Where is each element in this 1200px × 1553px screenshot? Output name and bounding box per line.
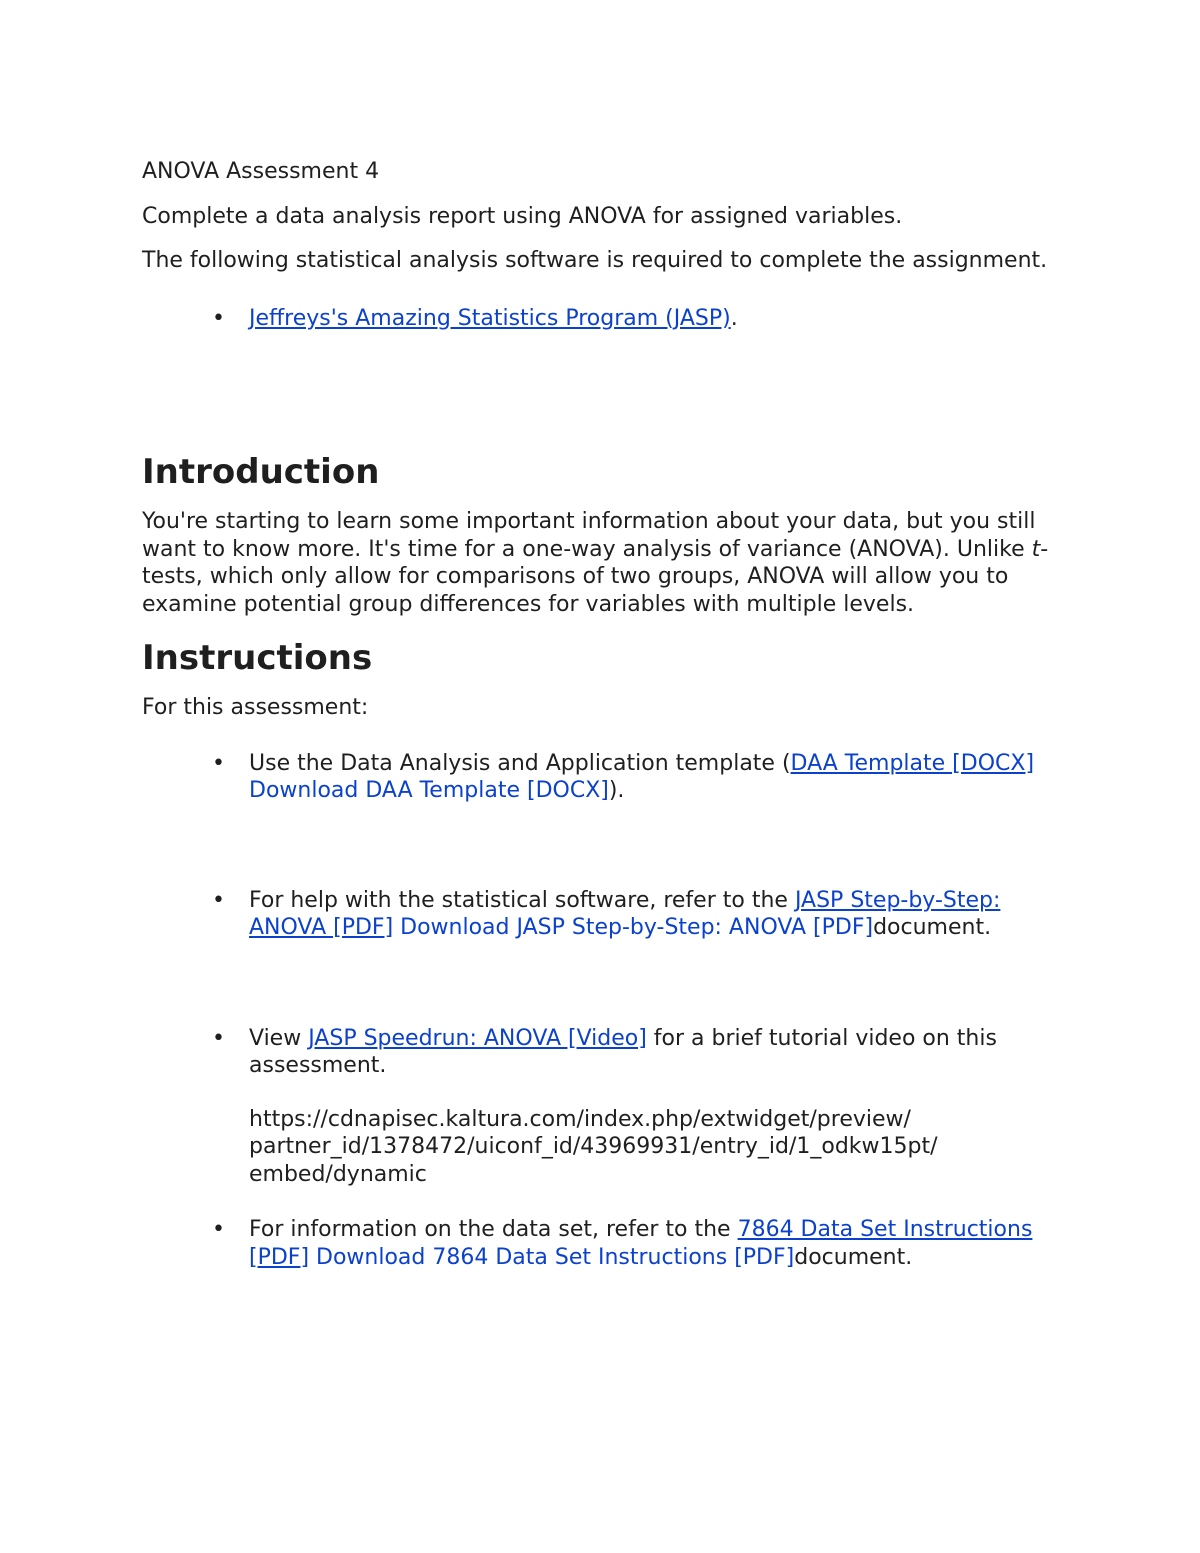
item-text: For information on the data set, refer to the — [249, 1217, 738, 1242]
data-set-instructions-link[interactable]: 7864 Data Set Instructions [PDF] — [249, 1217, 1033, 1270]
list-item — [142, 750, 1072, 805]
video-url-line: partner_id/1378472/uiconf_id/43969931/entry_id/1_odkw15pt/ — [249, 1134, 938, 1159]
data-set-instructions-download-link[interactable]: Download 7864 Data Set Instructions [PDF] — [309, 1244, 795, 1270]
link-suffix: . — [730, 305, 738, 331]
document-subtitle: Complete a data analysis report using ANOVA for assigned variables. — [142, 203, 903, 229]
item-text: For help with the statistical software, refer to the — [249, 887, 795, 913]
jasp-step-by-step-link[interactable]: JASP Step-by-Step: ANOVA [PDF] — [249, 887, 1001, 940]
item-text: View — [249, 1025, 309, 1051]
list-item — [142, 1216, 1072, 1271]
instructions-list — [142, 750, 1072, 1272]
list-item — [142, 305, 1072, 333]
daa-template-download-link[interactable]: Download DAA Template [DOCX] — [249, 778, 609, 803]
intro-text-1: You're starting to learn some important information about your data, but you still want to know more. It's time for a one-way analysis of variance (ANOVA). Unlike — [142, 509, 1036, 562]
list-item — [142, 887, 1072, 942]
daa-template-link[interactable]: DAA Template [DOCX] — [790, 750, 1035, 776]
item-suffix: document. — [873, 915, 992, 940]
t-italic: t — [1031, 536, 1041, 562]
software-intro: The following statistical analysis software is required to complete the assignment. — [142, 248, 1048, 273]
bullet-icon: • — [212, 750, 225, 776]
video-url-line: https://cdnapisec.kaltura.com/index.php/extwidget/preview/ — [249, 1106, 911, 1132]
document-title: ANOVA Assessment 4 — [142, 159, 380, 184]
intro-text-2: -tests, which only allow for comparisons of two groups, ANOVA will allow you to examine potential group differences for variables with multiple levels. — [142, 536, 1049, 617]
item-suffix: for a brief tutorial video on this assessment. — [249, 1025, 997, 1078]
introduction-paragraph — [142, 508, 1072, 618]
item-suffix: document. — [794, 1244, 913, 1270]
bullet-icon: • — [212, 1217, 225, 1242]
jasp-step-by-step-download-link[interactable]: Download JASP Step-by-Step: ANOVA [PDF] — [393, 915, 874, 940]
instructions-heading: Instructions — [142, 638, 373, 678]
instructions-lead: For this assessment: — [142, 695, 369, 720]
jasp-speedrun-video-link[interactable]: JASP Speedrun: ANOVA [Video] — [308, 1025, 647, 1051]
bullet-icon: • — [212, 1025, 225, 1051]
list-item — [142, 1025, 1072, 1189]
video-url — [249, 1106, 1072, 1189]
jasp-link[interactable]: Jeffreys's Amazing Statistics Program (JASP) — [249, 305, 731, 331]
software-list — [142, 305, 1072, 333]
bullet-icon: • — [212, 305, 225, 331]
item-suffix: ). — [608, 778, 625, 803]
item-text: Use the Data Analysis and Application template ( — [249, 750, 791, 776]
video-url-line: embed/dynamic — [249, 1161, 427, 1187]
introduction-heading: Introduction — [142, 452, 380, 492]
document-page — [142, 158, 1072, 1271]
bullet-icon: • — [212, 887, 225, 913]
